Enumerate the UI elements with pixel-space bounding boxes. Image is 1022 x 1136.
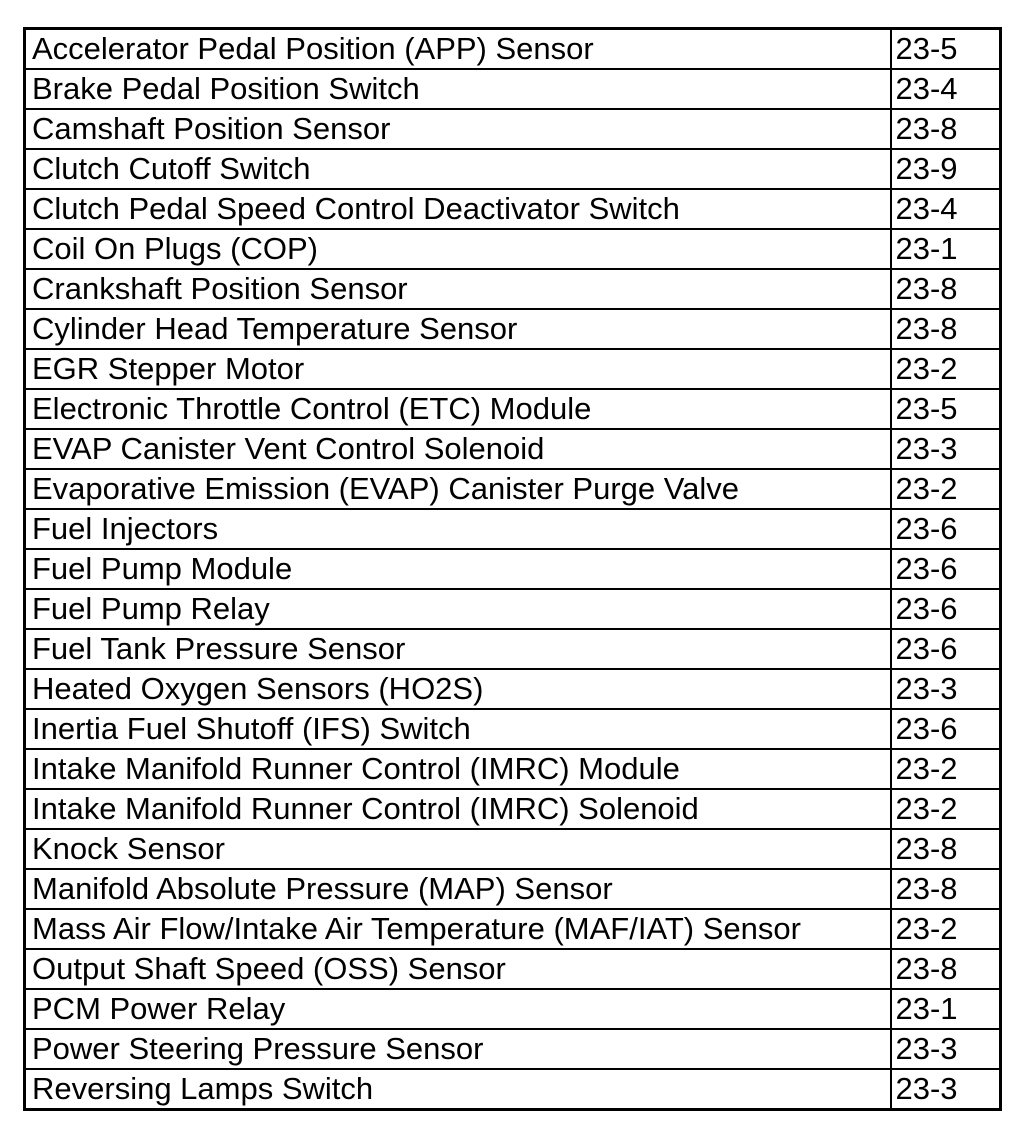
component-name-cell: Manifold Absolute Pressure (MAP) Sensor [25,869,891,909]
table-row [25,949,1001,989]
table-row [25,829,1001,869]
page-reference-cell: 23-6 [891,709,1001,749]
component-name-cell: Intake Manifold Runner Control (IMRC) Module [25,749,891,789]
page-reference-cell: 23-2 [891,349,1001,389]
component-name-cell: Inertia Fuel Shutoff (IFS) Switch [25,709,891,749]
component-index-body [25,29,1001,1110]
table-row [25,589,1001,629]
component-name-cell: Reversing Lamps Switch [25,1069,891,1110]
table-row [25,749,1001,789]
table-row [25,29,1001,70]
page-reference-cell: 23-8 [891,829,1001,869]
table-row [25,429,1001,469]
page-reference-cell: 23-1 [891,989,1001,1029]
page-reference-cell: 23-4 [891,69,1001,109]
page-reference-cell: 23-3 [891,669,1001,709]
component-name-cell: Accelerator Pedal Position (APP) Sensor [25,29,891,70]
table-row [25,669,1001,709]
component-name-cell: Fuel Pump Relay [25,589,891,629]
page-reference-cell: 23-2 [891,469,1001,509]
table-row [25,509,1001,549]
page-reference-cell: 23-3 [891,429,1001,469]
page-reference-cell: 23-4 [891,189,1001,229]
page-reference-cell: 23-5 [891,29,1001,70]
component-name-cell: Brake Pedal Position Switch [25,69,891,109]
component-name-cell: EVAP Canister Vent Control Solenoid [25,429,891,469]
component-name-cell: Mass Air Flow/Intake Air Temperature (MAF/IAT) Sensor [25,909,891,949]
page-reference-cell: 23-8 [891,269,1001,309]
component-name-cell: Intake Manifold Runner Control (IMRC) Solenoid [25,789,891,829]
page-reference-cell: 23-5 [891,389,1001,429]
component-name-cell: Output Shaft Speed (OSS) Sensor [25,949,891,989]
table-row [25,1069,1001,1110]
table-row [25,69,1001,109]
component-name-cell: Cylinder Head Temperature Sensor [25,309,891,349]
page-reference-cell: 23-8 [891,949,1001,989]
table-row [25,189,1001,229]
table-row [25,309,1001,349]
component-name-cell: Electronic Throttle Control (ETC) Module [25,389,891,429]
component-name-cell: Crankshaft Position Sensor [25,269,891,309]
page-reference-cell: 23-2 [891,789,1001,829]
table-row [25,269,1001,309]
component-name-cell: Fuel Pump Module [25,549,891,589]
component-name-cell: Knock Sensor [25,829,891,869]
page-reference-cell: 23-8 [891,869,1001,909]
page-reference-cell: 23-6 [891,589,1001,629]
table-row [25,109,1001,149]
table-row [25,389,1001,429]
table-row [25,1029,1001,1069]
page-reference-cell: 23-1 [891,229,1001,269]
page-reference-cell: 23-8 [891,309,1001,349]
table-row [25,549,1001,589]
table-row [25,909,1001,949]
page-reference-cell: 23-8 [891,109,1001,149]
page-reference-cell: 23-6 [891,549,1001,589]
table-row [25,629,1001,669]
table-row [25,149,1001,189]
table-row [25,469,1001,509]
table-row [25,349,1001,389]
page-reference-cell: 23-9 [891,149,1001,189]
page-reference-cell: 23-6 [891,509,1001,549]
page-reference-cell: 23-3 [891,1029,1001,1069]
component-name-cell: PCM Power Relay [25,989,891,1029]
component-name-cell: Fuel Injectors [25,509,891,549]
component-name-cell: Coil On Plugs (COP) [25,229,891,269]
page-reference-cell: 23-6 [891,629,1001,669]
component-name-cell: Fuel Tank Pressure Sensor [25,629,891,669]
component-index-table [23,27,1002,1111]
page-reference-cell: 23-3 [891,1069,1001,1110]
page-reference-cell: 23-2 [891,749,1001,789]
component-name-cell: EGR Stepper Motor [25,349,891,389]
component-name-cell: Clutch Pedal Speed Control Deactivator Switch [25,189,891,229]
table-row [25,989,1001,1029]
table-row [25,709,1001,749]
component-name-cell: Heated Oxygen Sensors (HO2S) [25,669,891,709]
table-row [25,229,1001,269]
page-reference-cell: 23-2 [891,909,1001,949]
component-name-cell: Clutch Cutoff Switch [25,149,891,189]
component-name-cell: Power Steering Pressure Sensor [25,1029,891,1069]
component-name-cell: Evaporative Emission (EVAP) Canister Purge Valve [25,469,891,509]
table-row [25,789,1001,829]
component-name-cell: Camshaft Position Sensor [25,109,891,149]
table-row [25,869,1001,909]
